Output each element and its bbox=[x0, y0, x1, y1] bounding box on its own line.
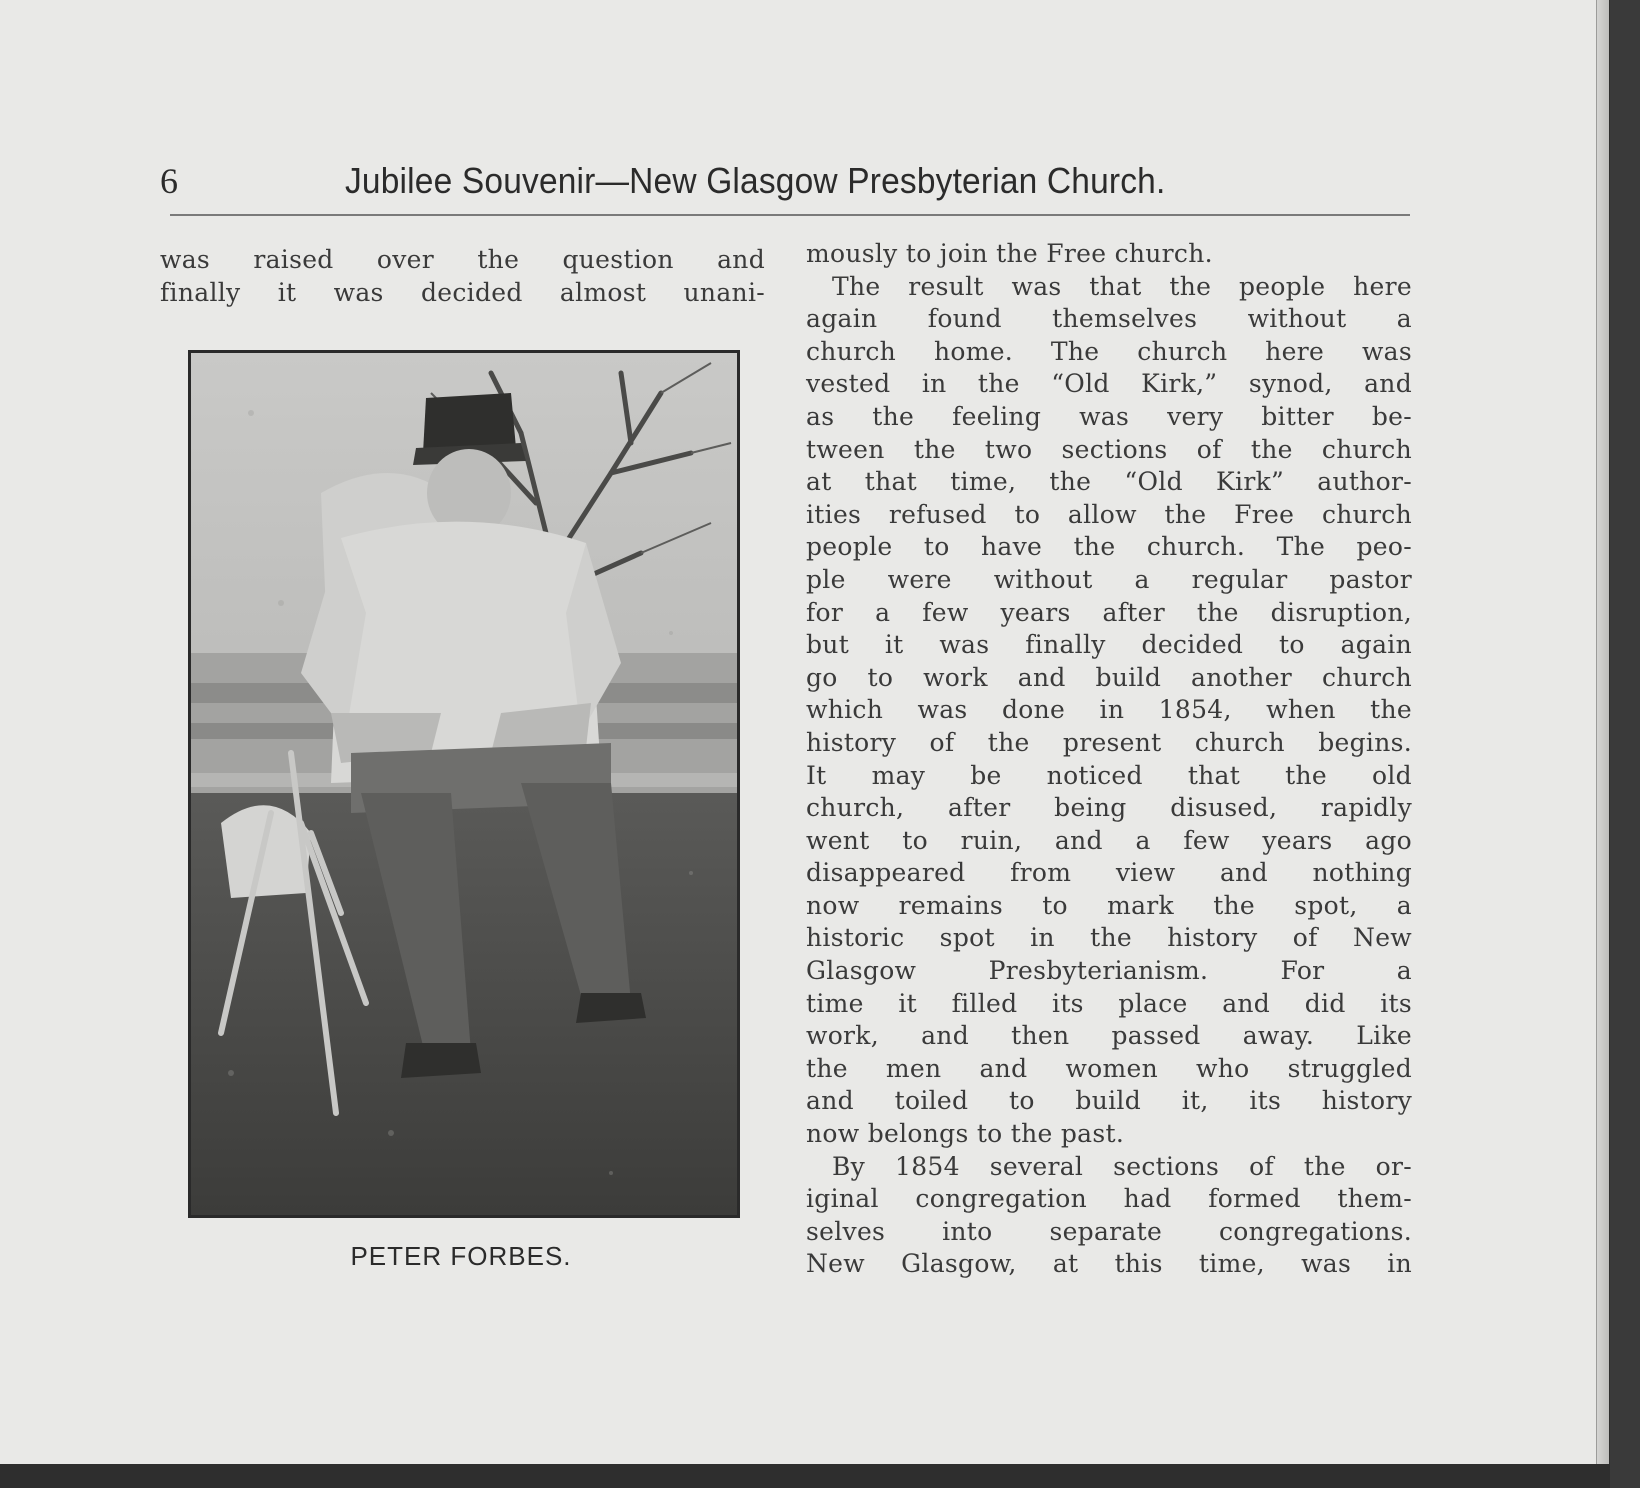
text-line: Glasgow Presbyterianism. For a bbox=[806, 956, 1412, 986]
text-line: go to work and build another church bbox=[806, 662, 1412, 692]
page-header bbox=[160, 158, 1410, 210]
text-line: at that time, the “Old Kirk” author- bbox=[806, 467, 1412, 497]
text-line: but it was finally decided to again bbox=[806, 630, 1412, 660]
text-line: history of the present church begins. bbox=[806, 727, 1412, 757]
text-line: mously to join the Free church. bbox=[806, 239, 1213, 268]
text-line: It may be noticed that the old bbox=[806, 760, 1412, 790]
text-line: ities refused to allow the Free church bbox=[806, 499, 1412, 529]
text-line: work, and then passed away. Like bbox=[806, 1021, 1412, 1051]
scanner-background bbox=[1610, 0, 1640, 1488]
text-line: vested in the “Old Kirk,” synod, and bbox=[806, 369, 1412, 399]
photo-caption: PETER FORBES. bbox=[350, 1241, 572, 1271]
text-line: historic spot in the history of New bbox=[806, 923, 1412, 953]
text-line: again found themselves without a bbox=[806, 304, 1412, 334]
text-line: as the feeling was very bitter be- bbox=[806, 401, 1412, 431]
text-line: finally it was decided almost unani- bbox=[160, 277, 765, 307]
text-line: for a few years after the disruption, bbox=[806, 597, 1412, 627]
portrait-photo-image bbox=[191, 353, 737, 1215]
text-line: tween the two sections of the church bbox=[806, 434, 1412, 464]
text-line: ple were without a regular pastor bbox=[806, 564, 1412, 594]
text-line: went to ruin, and a few years ago bbox=[806, 825, 1412, 855]
text-line: now remains to mark the spot, a bbox=[806, 890, 1412, 920]
text-line: church, after being disused, rapidly bbox=[806, 793, 1412, 823]
text-line: the men and women who struggled bbox=[806, 1053, 1412, 1083]
text-line: church home. The church here was bbox=[806, 336, 1412, 366]
text-line: and toiled to build it, its history bbox=[806, 1086, 1412, 1116]
header-rule bbox=[170, 214, 1410, 216]
text-line: disappeared from view and nothing bbox=[806, 858, 1412, 888]
text-line: was raised over the question and bbox=[160, 245, 765, 274]
running-title: Jubilee Souvenir—New Glasgow Presbyterian Church. bbox=[345, 160, 1166, 201]
text-line: which was done in 1854, when the bbox=[806, 695, 1412, 725]
right-column bbox=[806, 238, 1412, 1281]
page-edge bbox=[1596, 0, 1609, 1464]
page-number: 6 bbox=[160, 161, 178, 201]
text-line: now belongs to the past. bbox=[806, 1119, 1125, 1149]
text-line: The result was that the people here bbox=[832, 271, 1412, 301]
text-line: time it filled its place and did its bbox=[806, 988, 1412, 1018]
text-line: people to have the church. The peo- bbox=[806, 532, 1412, 562]
text-line: iginal congregation had formed them- bbox=[806, 1184, 1412, 1214]
left-column bbox=[160, 244, 765, 309]
text-line: By 1854 several sections of the or- bbox=[832, 1151, 1412, 1181]
portrait-photo bbox=[188, 350, 740, 1218]
text-line: New Glasgow, at this time, was in bbox=[806, 1249, 1412, 1279]
text-line: selves into separate congregations. bbox=[806, 1216, 1412, 1246]
